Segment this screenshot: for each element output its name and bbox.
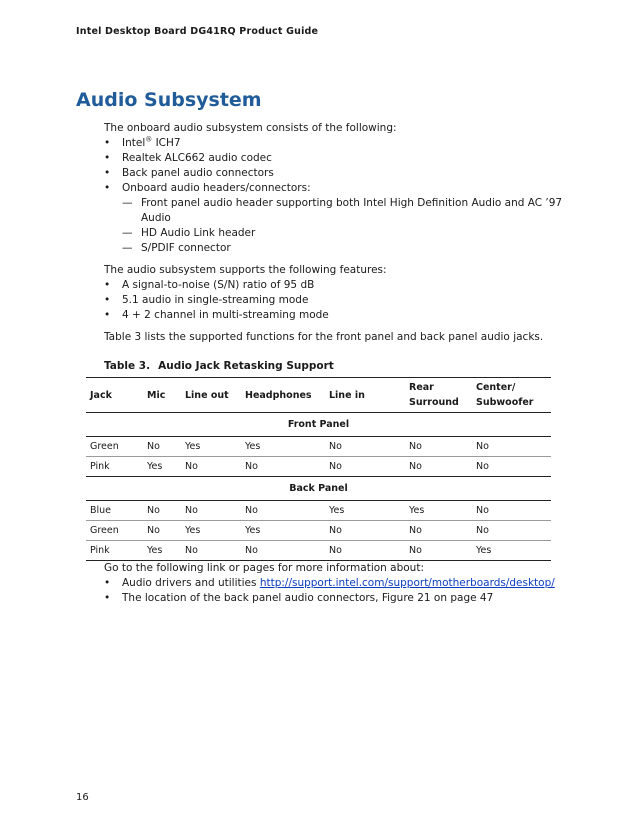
table-cell: No (181, 541, 241, 561)
table-header-row (86, 378, 551, 413)
table-cell: No (241, 501, 325, 521)
column-header: Line in (325, 378, 405, 413)
intro-paragraph: The onboard audio subsystem consists of the following: (104, 122, 397, 134)
table-cell: Pink (86, 457, 143, 477)
list-item (104, 293, 574, 308)
sub-list-item-text: S/PDIF connector (141, 242, 231, 254)
audio-jack-table (86, 377, 551, 561)
table-cell: Yes (143, 457, 181, 477)
table-cell: No (325, 521, 405, 541)
table-cell: No (143, 437, 181, 457)
table-cell: No (241, 457, 325, 477)
table-cell: Blue (86, 501, 143, 521)
table-cell: Yes (241, 437, 325, 457)
table-cell: No (472, 521, 551, 541)
table-row (86, 541, 551, 561)
table-cell: No (143, 521, 181, 541)
bullet-icon: • (104, 167, 111, 179)
table-cell: Yes (143, 541, 181, 561)
table-cell: Yes (181, 521, 241, 541)
list-item-text: Onboard audio headers/connectors: (122, 182, 311, 194)
page-header: Intel Desktop Board DG41RQ Product Guide (76, 26, 319, 37)
dash-icon: — (122, 227, 133, 239)
table-number: Table 3. (104, 360, 151, 372)
table-caption (104, 359, 574, 374)
table-cell: Pink (86, 541, 143, 561)
table-row (86, 521, 551, 541)
table-cell: No (472, 437, 551, 457)
column-header: Rear Surround (405, 378, 472, 413)
list-item-text: The location of the back panel audio connectors, Figure 21 on page 47 (122, 592, 494, 604)
list-item (104, 576, 574, 591)
list-item (104, 308, 574, 323)
table-cell: No (241, 541, 325, 561)
list-item-text: ICH7 (152, 137, 181, 149)
table-row (86, 457, 551, 477)
bullet-icon: • (104, 309, 111, 321)
table-cell: Green (86, 437, 143, 457)
table-cell: No (143, 501, 181, 521)
bullet-icon: • (104, 592, 111, 604)
column-header: Center/ Subwoofer (472, 378, 551, 413)
column-header: Mic (143, 378, 181, 413)
group-label-back-panel: Back Panel (86, 477, 551, 501)
features-intro: The audio subsystem supports the following features: (104, 264, 387, 276)
table-group-row (86, 477, 551, 501)
list-item (104, 181, 574, 196)
list-item (104, 166, 574, 181)
table-group-row (86, 413, 551, 437)
bullet-icon: • (104, 294, 111, 306)
column-header: Jack (86, 378, 143, 413)
bullet-icon: • (104, 152, 111, 164)
table-cell: Yes (325, 501, 405, 521)
list-item-text: 4 + 2 channel in multi-streaming mode (122, 309, 329, 321)
section-title: Audio Subsystem (76, 89, 262, 111)
list-item-text: Intel (122, 137, 146, 149)
table-row (86, 437, 551, 457)
bullet-icon: • (104, 182, 111, 194)
list-item (104, 591, 574, 606)
list-item-text: Realtek ALC662 audio codec (122, 152, 272, 164)
bullet-icon: • (104, 577, 111, 589)
dash-icon: — (122, 197, 133, 209)
dash-icon: — (122, 242, 133, 254)
section-body (90, 121, 574, 606)
table-cell: Yes (181, 437, 241, 457)
column-header: Headphones (241, 378, 325, 413)
list-item-text: A signal-to-noise (S/N) ratio of 95 dB (122, 279, 315, 291)
more-info-intro: Go to the following link or pages for more information about: (104, 562, 424, 574)
table-row (86, 501, 551, 521)
list-item-text: Audio drivers and utilities (122, 577, 260, 589)
list-item (104, 151, 574, 166)
sub-list-item (104, 241, 574, 256)
sub-list-item (104, 226, 574, 241)
registered-mark: ® (145, 135, 153, 144)
sub-list-item-text: Front panel audio header supporting both Intel High Definition Audio and AC ’97 Audio (141, 197, 563, 224)
table-cell: No (325, 541, 405, 561)
table-cell: No (472, 457, 551, 477)
support-link[interactable]: http://support.intel.com/support/motherboards/desktop/ (259, 577, 555, 589)
list-item-text: 5.1 audio in single-streaming mode (122, 294, 309, 306)
table-cell: No (405, 541, 472, 561)
table-cell: Yes (472, 541, 551, 561)
list-item (104, 278, 574, 293)
bullet-icon: • (104, 137, 111, 149)
table-cell: No (325, 457, 405, 477)
table-cell: Yes (241, 521, 325, 541)
table-cell: Green (86, 521, 143, 541)
table-cell: No (325, 437, 405, 457)
table-cell: No (405, 437, 472, 457)
table-cell: No (472, 501, 551, 521)
sub-list-item-text: HD Audio Link header (141, 227, 256, 239)
page-number: 16 (76, 792, 89, 803)
table-cell: No (405, 457, 472, 477)
table-cell: Yes (405, 501, 472, 521)
group-label-front-panel: Front Panel (86, 413, 551, 437)
table-cell: No (181, 501, 241, 521)
table-title: Audio Jack Retasking Support (158, 360, 334, 372)
table-cell: No (405, 521, 472, 541)
table-reference: Table 3 lists the supported functions for the front panel and back panel audio jacks. (104, 331, 544, 343)
list-item (104, 136, 574, 151)
table-cell: No (181, 457, 241, 477)
bullet-icon: • (104, 279, 111, 291)
sub-list-item (104, 196, 574, 226)
column-header: Line out (181, 378, 241, 413)
list-item-text: Back panel audio connectors (122, 167, 274, 179)
